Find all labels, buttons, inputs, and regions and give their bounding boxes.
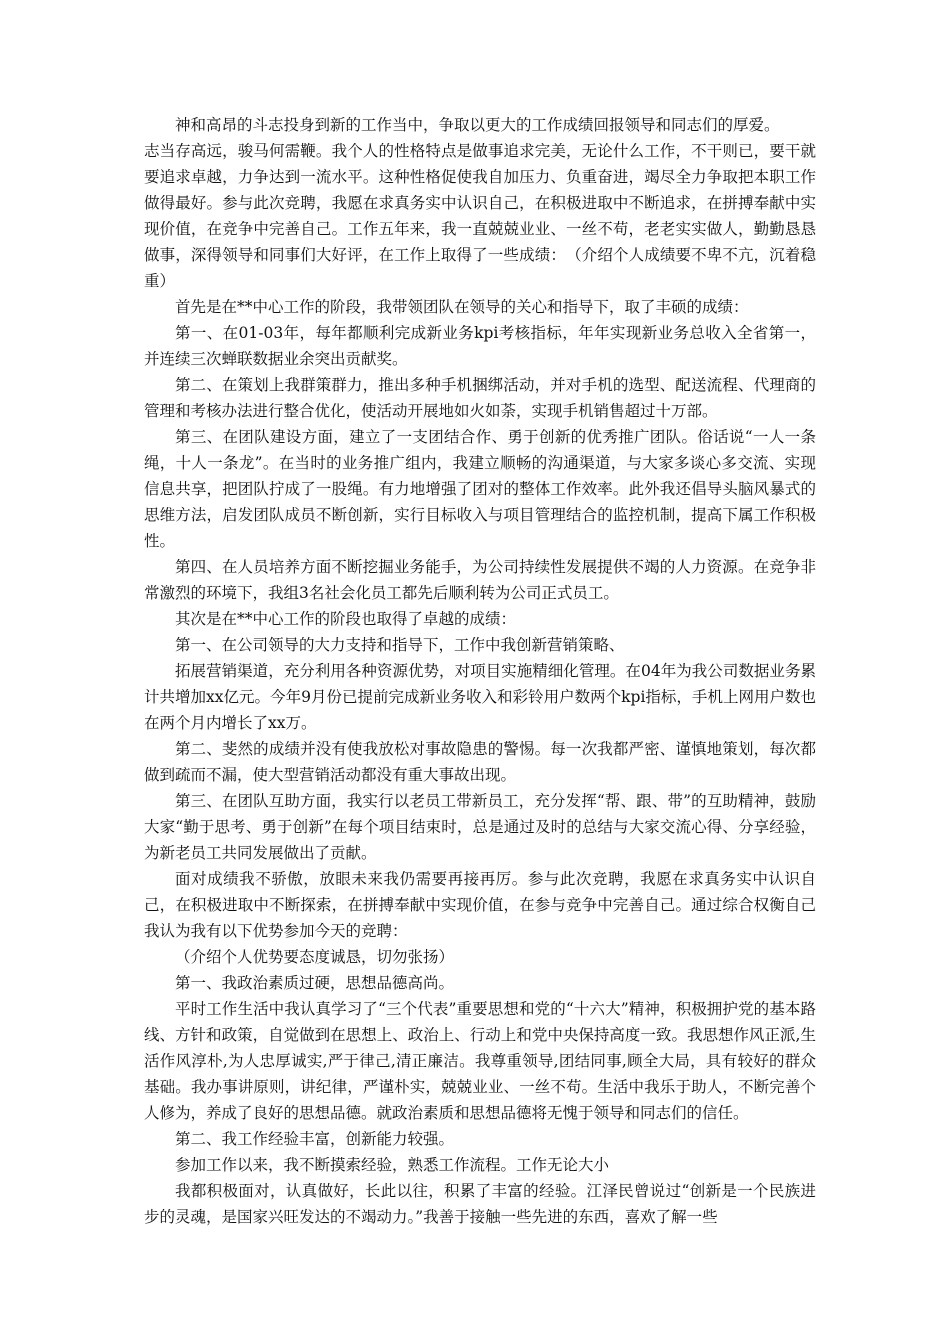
paragraph: 第四、在人员培养方面不断挖掘业务能手，为公司持续性发展提供不竭的人力资源。在竞争非常激烈的环境下，我组3名社会化员工都先后顺利转为公司正式员工。 [144, 558, 816, 602]
paragraph: 第三、在团队互助方面，我实行以老员工带新员工，充分发挥“帮、跟、带”的互助精神，鼓励大家“勤于思考、勇于创新”在每个项目结束时，总是通过及时的总结与大家交流心得、分享经验，为新老员工共同发展做出了贡献。 [144, 792, 816, 862]
paragraph: 拓展营销渠道，充分利用各种资源优势，对项目实施精细化管理。在04年为我公司数据业务累计共增加xx亿元。今年9月份已提前完成新业务收入和彩铃用户数两个kpi指标，手机上网用户数也在两个月内增长了xx万。 [144, 662, 816, 732]
paragraph: 第二、在策划上我群策群力，推出多种手机捆绑活动，并对手机的选型、配送流程、代理商的管理和考核办法进行整合优化，使活动开展地如火如荼，实现手机销售超过十万部。 [144, 376, 816, 420]
paragraph: 第二、斐然的成绩并没有使我放松对事故隐患的警惕。每一次我都严密、谨慎地策划，每次都做到疏而不漏，使大型营销活动都没有重大事故出现。 [144, 740, 816, 784]
paragraph: 面对成绩我不骄傲，放眼未来我仍需要再接再厉。参与此次竞聘，我愿在求真务实中认识自己，在积极进取中不断探索，在拼搏奉献中实现价值，在参与竞争中完善自己。通过综合权衡自己我认为我有以下优势参加今天的竞聘： [144, 870, 816, 940]
paragraph: 第二、我工作经验丰富，创新能力较强。 [175, 1130, 455, 1148]
paragraph: 志当存高远，骏马何需鞭。我个人的性格特点是做事追求完美，无论什么工作，不干则已，要干就要追求卓越，力争达到一流水平。这种性格促使我自加压力、负重奋进，竭尽全力争取把本职工作做得最好。参与此次竞聘，我愿在求真务实中认识自己，在积极进取中不断追求，在拼搏奉献中实现价值，在竞争中完善自己。工作五年来，我一直兢兢业业、一丝不苟，老老实实做人，勤勤恳恳做事，深得领导和同事们大好评，在工作上取得了一些成绩： （介绍个人成绩要不卑不亢，沉着稳重） [144, 142, 816, 290]
paragraph: （介绍个人优势要态度诚恳，切勿张扬） [175, 948, 455, 966]
paragraph: 平时工作生活中我认真学习了“三个代表”重要思想和党的“十六大”精神，积极拥护党的基本路线、方针和政策，自觉做到在思想上、政治上、行动上和党中央保持高度一致。我思想作风正派,生活作风淳朴,为人忠厚诚实,严于律己,清正廉洁。我尊重领导,团结同事,顾全大局，具有较好的群众基础。我办事讲原则，讲纪律，严谨朴实，兢兢业业、一丝不苟。生活中我乐于助人，不断完善个人修为，养成了良好的思想品德。就政治素质和思想品德将无愧于领导和同志们的信任。 [144, 1000, 816, 1122]
paragraph: 第一、在公司领导的大力支持和指导下，工作中我创新营销策略、 [175, 636, 625, 654]
document-body [144, 112, 816, 1230]
paragraph: 我都积极面对，认真做好，长此以往，积累了丰富的经验。江泽民曾说过“创新是一个民族进步的灵魂，是国家兴旺发达的不竭动力。”我善于接触一些先进的东西，喜欢了解一些 [144, 1182, 816, 1226]
paragraph: 神和高昂的斗志投身到新的工作当中，争取以更大的工作成绩回报领导和同志们的厚爱。 [175, 116, 780, 134]
paragraph: 第三、在团队建设方面，建立了一支团结合作、勇于创新的优秀推广团队。俗话说“一人一条绳，十人一条龙”。在当时的业务推广组内，我建立顺畅的沟通渠道，与大家多谈心多交流、实现信息共享，把团队拧成了一股绳。有力地增强了团对的整体工作效率。此外我还倡导头脑风暴式的思维方法，启发团队成员不断创新，实行目标收入与项目管理结合的监控机制，提高下属工作积极性。 [144, 428, 816, 550]
paragraph: 第一、我政治素质过硬，思想品德高尚。 [175, 974, 455, 992]
paragraph: 其次是在**中心工作的阶段也取得了卓越的成绩： [175, 610, 517, 628]
paragraph: 参加工作以来，我不断摸索经验，熟悉工作流程。工作无论大小 [175, 1156, 610, 1174]
paragraph: 首先是在**中心工作的阶段，我带领团队在领导的关心和指导下，取了丰硕的成绩： [175, 298, 749, 316]
paragraph: 第一、在01-03年，每年都顺利完成新业务kpi考核指标，年年实现新业务总收入全省第一，并连续三次蝉联数据业余突出贡献奖。 [144, 324, 816, 368]
